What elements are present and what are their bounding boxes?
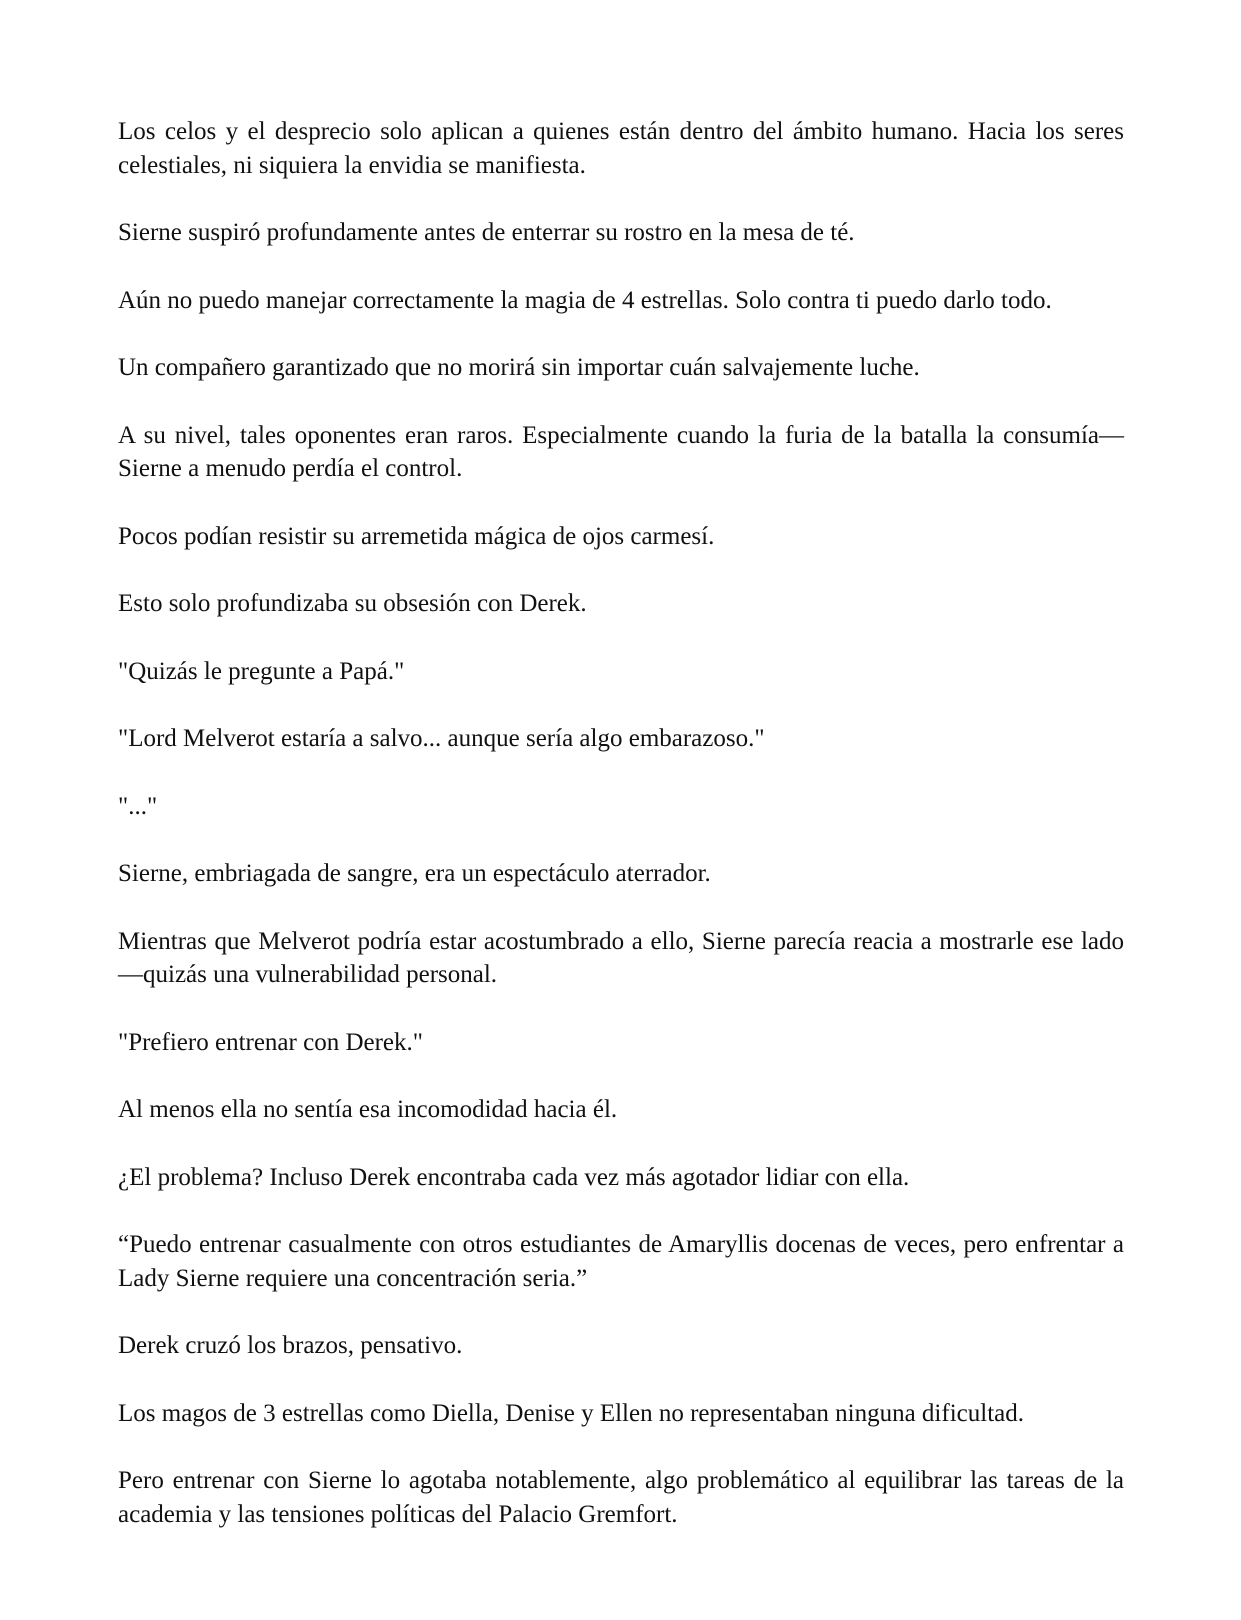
dialogue-line: “Puedo entrenar casualmente con otros estudiantes de Amaryllis docenas de veces, pero enfrentar a Lady Sierne requiere una concentración seria.”	[118, 1231, 1124, 1292]
paragraph: Derek cruzó los brazos, pensativo.	[118, 1332, 463, 1359]
paragraph: Esto solo profundizaba su obsesión con Derek.	[118, 590, 587, 617]
paragraph: Sierne suspiró profundamente antes de enterrar su rostro en la mesa de té.	[118, 219, 855, 246]
paragraph: Aún no puedo manejar correctamente la magia de 4 estrellas. Solo contra ti puedo darlo todo.	[118, 286, 1052, 314]
paragraph: Al menos ella no sentía esa incomodidad hacia él.	[118, 1096, 618, 1123]
paragraph: Pocos podían resistir su arremetida mágica de ojos carmesí.	[118, 522, 715, 550]
paragraph: Mientras que Melverot podría estar acostumbrado a ello, Sierne parecía reacia a mostrarle ese lado—quizás una vulnerabilidad personal.	[118, 927, 1124, 988]
paragraph: Un compañero garantizado que no morirá sin importar cuán salvajemente luche.	[118, 354, 920, 381]
document-page	[118, 115, 1124, 1531]
paragraph: Sierne, embriagada de sangre, era un espectáculo aterrador.	[118, 860, 711, 887]
dialogue-line: "Quizás le pregunte a Papá."	[118, 657, 405, 685]
paragraph: Pero entrenar con Sierne lo agotaba notablemente, algo problemático al equilibrar las tareas de la academia y las tensiones políticas del Palacio Gremfort.	[118, 1467, 1124, 1528]
dialogue-line: "..."	[118, 792, 158, 820]
paragraph: A su nivel, tales oponentes eran raros. Especialmente cuando la furia de la batalla la consumía—Sierne a menudo perdía el control.	[118, 421, 1124, 482]
dialogue-line: "Lord Melverot estaría a salvo... aunque sería algo embarazoso."	[118, 725, 765, 752]
paragraph: Los magos de 3 estrellas como Diella, Denise y Ellen no representaban ninguna dificultad.	[118, 1399, 1024, 1427]
dialogue-line: "Prefiero entrenar con Derek."	[118, 1028, 423, 1056]
paragraph: Los celos y el desprecio solo aplican a quienes están dentro del ámbito humano. Hacia los seres celestiales, ni siquiera la envidia se manifiesta.	[118, 118, 1124, 179]
paragraph: ¿El problema? Incluso Derek encontraba cada vez más agotador lidiar con ella.	[118, 1163, 910, 1191]
